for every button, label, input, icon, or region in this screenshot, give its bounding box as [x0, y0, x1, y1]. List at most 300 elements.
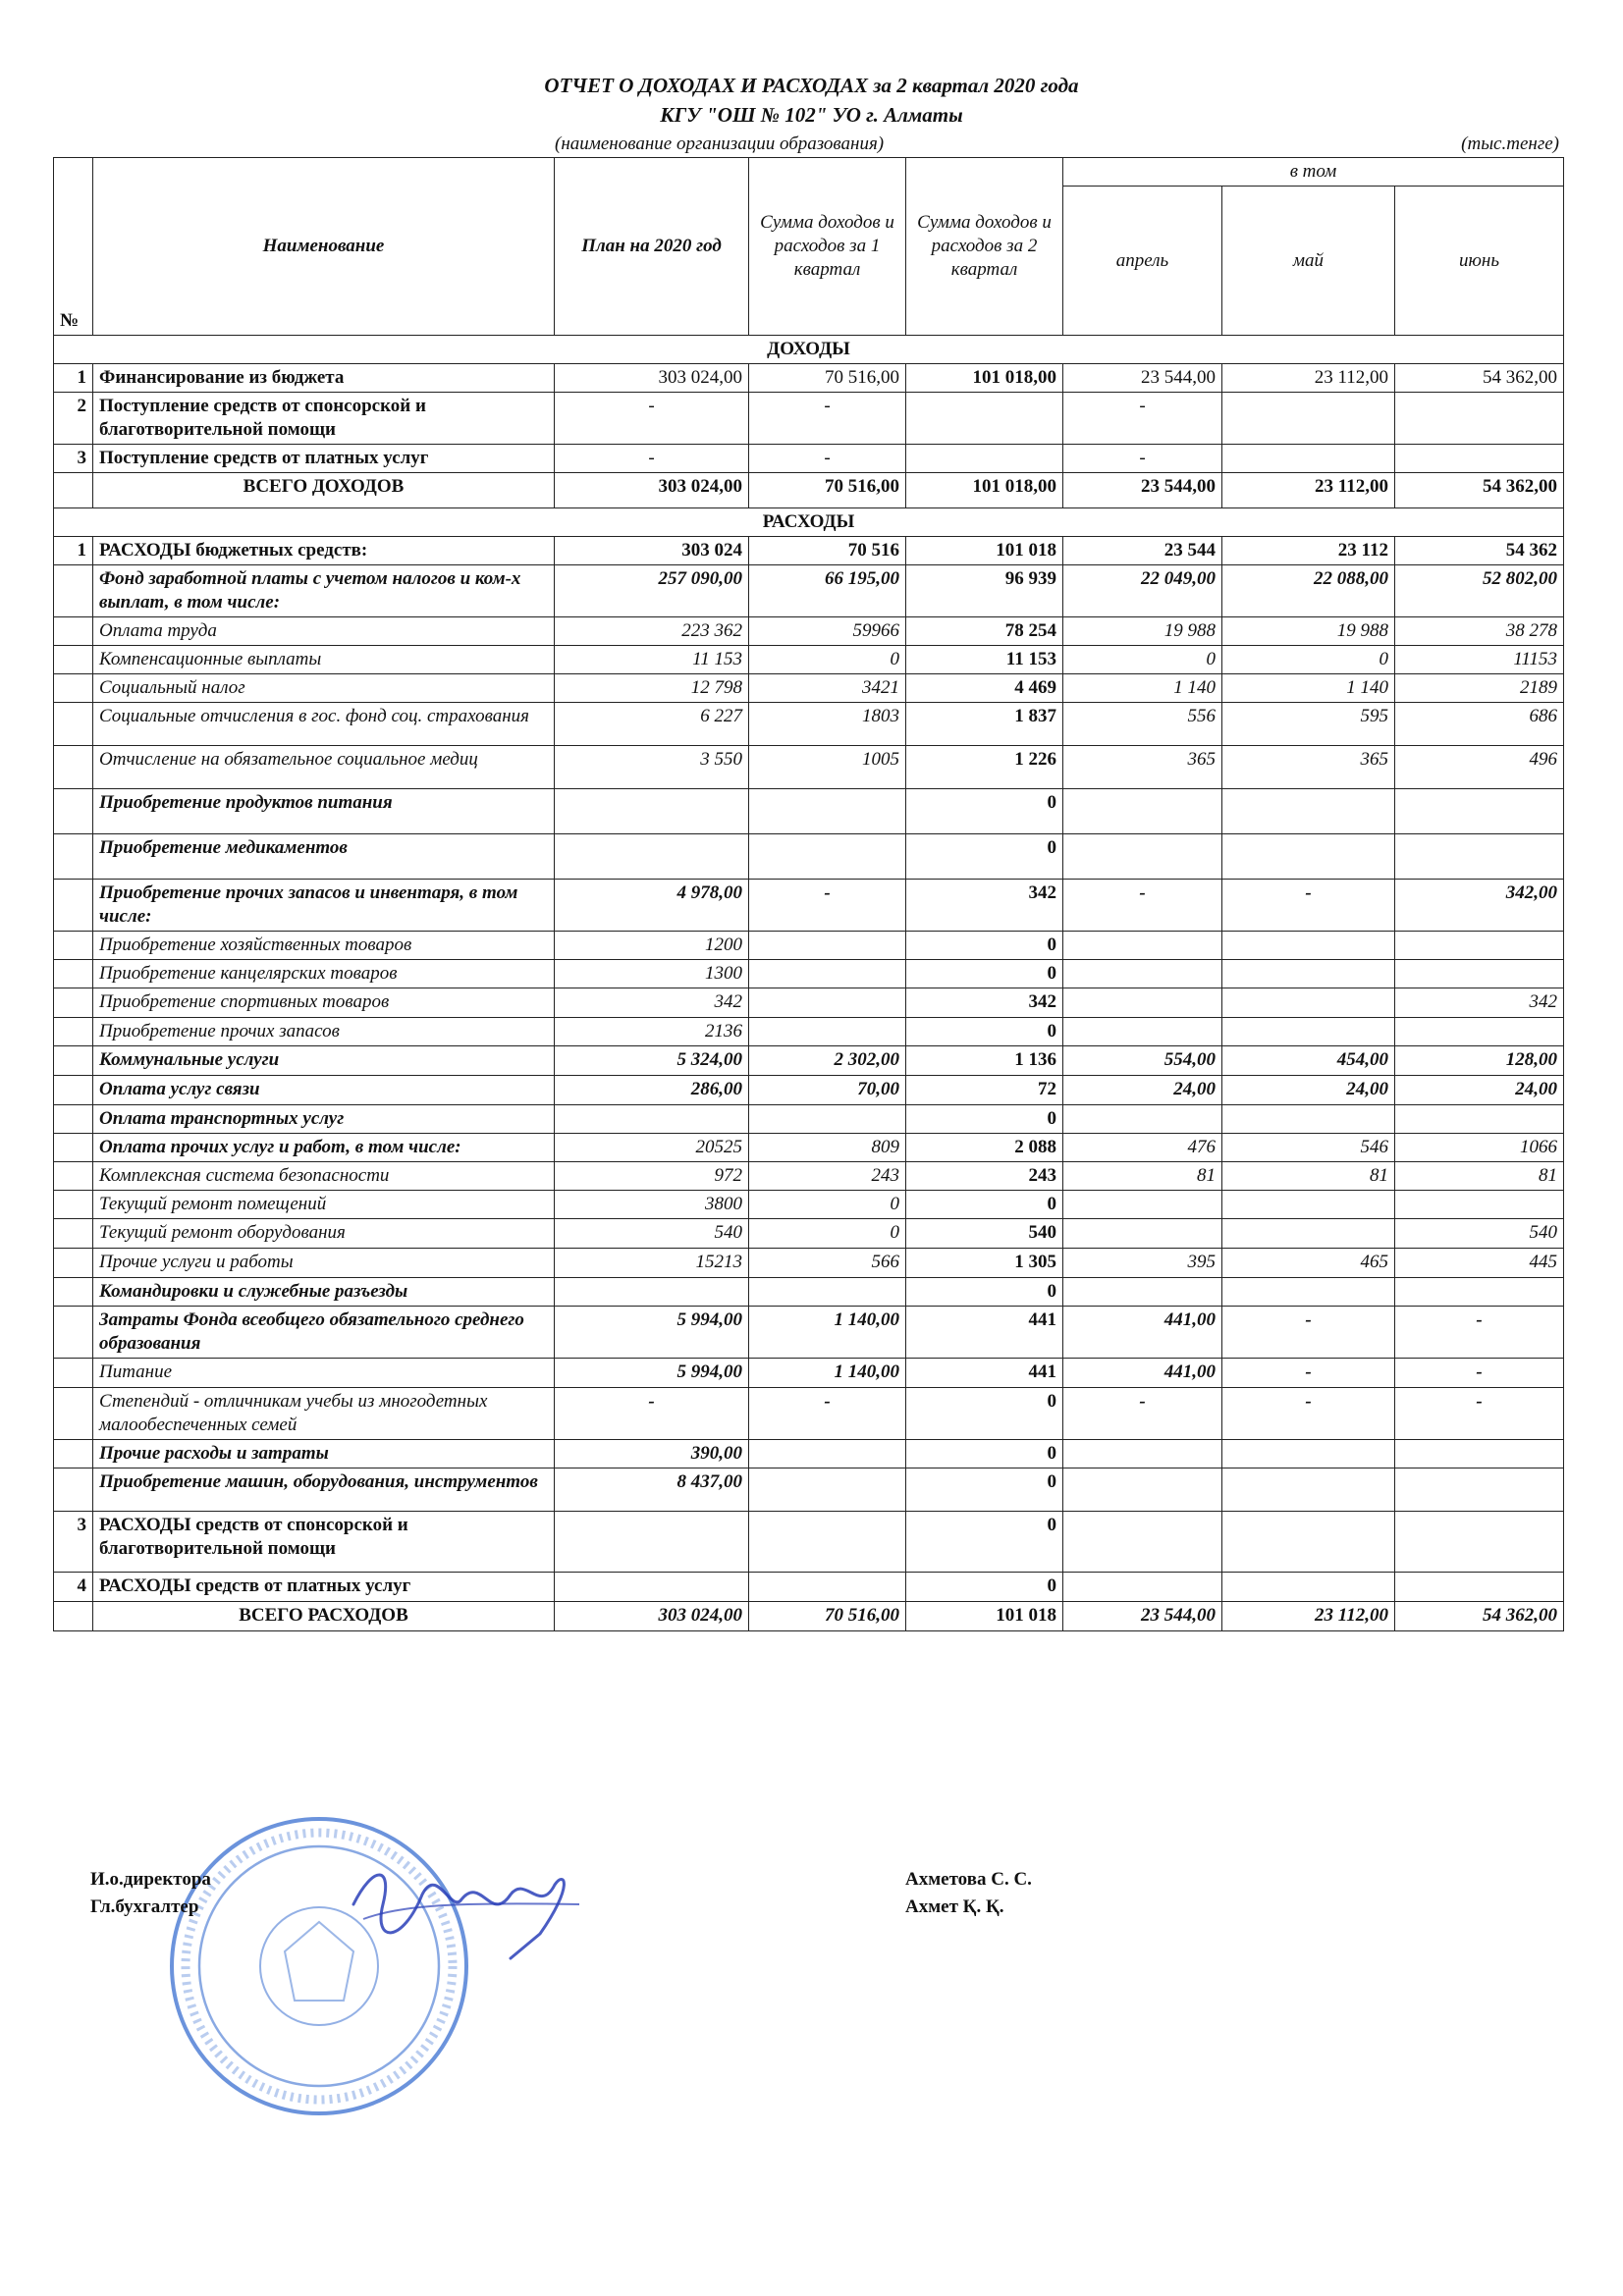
cell-april: 23 544	[1063, 537, 1222, 565]
cell-q2: 0	[906, 1468, 1063, 1512]
cell-may	[1222, 932, 1395, 960]
row-number	[54, 1307, 93, 1359]
cell-may	[1222, 393, 1395, 445]
cell-april: -	[1063, 880, 1222, 932]
cell-april: 23 544,00	[1063, 1602, 1222, 1631]
cell-april: -	[1063, 445, 1222, 473]
cell-may	[1222, 834, 1395, 880]
table-row	[54, 880, 1564, 932]
cell-q2: 1 136	[906, 1046, 1063, 1076]
cell-june: 686	[1395, 703, 1564, 746]
row-number	[54, 1134, 93, 1162]
cell-q1: 1 140,00	[749, 1359, 906, 1388]
cell-may	[1222, 1468, 1395, 1512]
cell-q2: 96 939	[906, 565, 1063, 617]
table-row	[54, 1440, 1564, 1468]
cell-may	[1222, 1219, 1395, 1249]
cell-june: 24,00	[1395, 1076, 1564, 1105]
signatures-block	[90, 1869, 1170, 1924]
cell-may: 81	[1222, 1162, 1395, 1191]
cell-april: 554,00	[1063, 1046, 1222, 1076]
row-name: Финансирование из бюджета	[93, 364, 555, 393]
cell-june: 54 362,00	[1395, 473, 1564, 508]
cell-april: -	[1063, 393, 1222, 445]
cell-q2: 441	[906, 1307, 1063, 1359]
row-number	[54, 1440, 93, 1468]
cell-june	[1395, 1191, 1564, 1219]
cell-q1: 243	[749, 1162, 906, 1191]
row-name: Фонд заработной платы с учетом налогов и ком-х выплат, в том числе:	[93, 565, 555, 617]
cell-q2: 243	[906, 1162, 1063, 1191]
cell-april	[1063, 1219, 1222, 1249]
subtitle-line	[57, 133, 1559, 159]
cell-plan: 390,00	[555, 1440, 749, 1468]
cell-june: 38 278	[1395, 617, 1564, 646]
table-row	[54, 988, 1564, 1018]
cell-may: -	[1222, 1307, 1395, 1359]
cell-q2: 101 018,00	[906, 364, 1063, 393]
cell-q2: 0	[906, 1388, 1063, 1440]
table-row	[54, 1388, 1564, 1440]
table-row	[54, 1278, 1564, 1307]
cell-june	[1395, 789, 1564, 834]
cell-may: 465	[1222, 1249, 1395, 1278]
row-number: 2	[54, 393, 93, 445]
cell-q1	[749, 1468, 906, 1512]
cell-plan	[555, 1105, 749, 1134]
cell-q2: 1 837	[906, 703, 1063, 746]
row-name: Питание	[93, 1359, 555, 1388]
row-name: Оплата услуг связи	[93, 1076, 555, 1105]
cell-q2: 0	[906, 789, 1063, 834]
table-row	[54, 617, 1564, 646]
table-row	[54, 834, 1564, 880]
cell-april	[1063, 1191, 1222, 1219]
cell-april: 81	[1063, 1162, 1222, 1191]
row-name: Прочие услуги и работы	[93, 1249, 555, 1278]
cell-q2: 0	[906, 1512, 1063, 1573]
row-name: Отчисление на обязательное социальное медиц	[93, 746, 555, 789]
cell-q2: 1 305	[906, 1249, 1063, 1278]
cell-june: 496	[1395, 746, 1564, 789]
row-name: РАСХОДЫ бюджетных средств:	[93, 537, 555, 565]
cell-plan: 3800	[555, 1191, 749, 1219]
cell-june: 81	[1395, 1162, 1564, 1191]
row-number	[54, 834, 93, 880]
row-name: Приобретение прочих запасов	[93, 1018, 555, 1046]
cell-june	[1395, 1018, 1564, 1046]
header-june: июнь	[1395, 187, 1564, 336]
header-may: май	[1222, 187, 1395, 336]
cell-may	[1222, 960, 1395, 988]
row-number	[54, 1076, 93, 1105]
cell-plan: 1200	[555, 932, 749, 960]
row-number: 3	[54, 1512, 93, 1573]
row-number	[54, 1359, 93, 1388]
cell-may: 19 988	[1222, 617, 1395, 646]
cell-april	[1063, 1512, 1222, 1573]
row-number	[54, 674, 93, 703]
cell-june: 1066	[1395, 1134, 1564, 1162]
report-table	[53, 157, 1564, 1631]
cell-plan: 342	[555, 988, 749, 1018]
row-name: Оплата прочих услуг и работ, в том числе:	[93, 1134, 555, 1162]
table-row	[54, 1219, 1564, 1249]
cell-plan: 3 550	[555, 746, 749, 789]
row-name: Приобретение медикаментов	[93, 834, 555, 880]
table-row	[54, 364, 1564, 393]
cell-q1: 70 516,00	[749, 1602, 906, 1631]
cell-plan: 1300	[555, 960, 749, 988]
row-name: Социальные отчисления в гос. фонд соц. страхования	[93, 703, 555, 746]
cell-q2: 0	[906, 1278, 1063, 1307]
cell-may	[1222, 1512, 1395, 1573]
cell-q1	[749, 1512, 906, 1573]
cell-q1: 59966	[749, 617, 906, 646]
row-name: Приобретение канцелярских товаров	[93, 960, 555, 988]
table-row	[54, 1134, 1564, 1162]
cell-plan: 20525	[555, 1134, 749, 1162]
cell-q1: 2 302,00	[749, 1046, 906, 1076]
cell-may: -	[1222, 1359, 1395, 1388]
row-number	[54, 988, 93, 1018]
cell-q2: 101 018	[906, 537, 1063, 565]
row-name: Приобретение прочих запасов и инвентаря, в том числе:	[93, 880, 555, 932]
cell-april: 1 140	[1063, 674, 1222, 703]
row-name: Поступление средств от спонсорской и благотворительной помощи	[93, 393, 555, 445]
cell-plan: 303 024,00	[555, 473, 749, 508]
cell-may: 23 112,00	[1222, 364, 1395, 393]
row-name: Текущий ремонт помещений	[93, 1191, 555, 1219]
org-note: (наименование организации образования)	[555, 133, 885, 154]
cell-q2: 2 088	[906, 1134, 1063, 1162]
row-name: Поступление средств от платных услуг	[93, 445, 555, 473]
cell-april	[1063, 1105, 1222, 1134]
cell-q2: 441	[906, 1359, 1063, 1388]
cell-plan: 2136	[555, 1018, 749, 1046]
row-number	[54, 1388, 93, 1440]
cell-q2: 540	[906, 1219, 1063, 1249]
table-row	[54, 1249, 1564, 1278]
row-number	[54, 565, 93, 617]
cell-june	[1395, 932, 1564, 960]
row-name: Приобретение спортивных товаров	[93, 988, 555, 1018]
cell-april	[1063, 1018, 1222, 1046]
cell-june	[1395, 1512, 1564, 1573]
row-number	[54, 473, 93, 508]
cell-q2: 0	[906, 1105, 1063, 1134]
cell-may	[1222, 1440, 1395, 1468]
report-header	[0, 71, 1623, 130]
header-plan: План на 2020 год	[555, 158, 749, 336]
row-name: РАСХОДЫ средств от платных услуг	[93, 1573, 555, 1602]
cell-plan: 5 994,00	[555, 1307, 749, 1359]
report-title: ОТЧЕТ О ДОХОДАХ И РАСХОДАХ за 2 квартал 2020 года	[544, 74, 1079, 97]
row-name: Затраты Фонда всеобщего обязательного среднего образования	[93, 1307, 555, 1359]
cell-june	[1395, 1573, 1564, 1602]
row-number	[54, 880, 93, 932]
cell-plan	[555, 834, 749, 880]
table-row	[54, 1076, 1564, 1105]
cell-may	[1222, 988, 1395, 1018]
cell-plan: 303 024,00	[555, 364, 749, 393]
cell-q1: 566	[749, 1249, 906, 1278]
table-row	[54, 960, 1564, 988]
row-number	[54, 1105, 93, 1134]
cell-q2: 0	[906, 960, 1063, 988]
table-row	[54, 1162, 1564, 1191]
cell-april: -	[1063, 1388, 1222, 1440]
cell-q1: 0	[749, 646, 906, 674]
row-number	[54, 789, 93, 834]
row-number	[54, 1602, 93, 1631]
row-name: Оплата труда	[93, 617, 555, 646]
cell-q1: 1 140,00	[749, 1307, 906, 1359]
cell-q1: 809	[749, 1134, 906, 1162]
table-row	[54, 1512, 1564, 1573]
cell-q1: 1005	[749, 746, 906, 789]
cell-plan: 223 362	[555, 617, 749, 646]
row-name: Приобретение машин, оборудования, инструментов	[93, 1468, 555, 1512]
cell-june: -	[1395, 1307, 1564, 1359]
cell-q2	[906, 445, 1063, 473]
cell-june	[1395, 1278, 1564, 1307]
table-row	[54, 1046, 1564, 1076]
table-row	[54, 473, 1564, 508]
cell-plan: -	[555, 445, 749, 473]
table-row	[54, 565, 1564, 617]
cell-q2: 0	[906, 1573, 1063, 1602]
row-name: Командировки и служебные разъезды	[93, 1278, 555, 1307]
cell-may	[1222, 445, 1395, 473]
cell-june	[1395, 1105, 1564, 1134]
row-name: РАСХОДЫ средств от спонсорской и благотворительной помощи	[93, 1512, 555, 1573]
table-row	[54, 1359, 1564, 1388]
row-name: Прочие расходы и затраты	[93, 1440, 555, 1468]
signature-role-accountant: Гл.бухгалтер	[90, 1896, 199, 1917]
table-row	[54, 537, 1564, 565]
cell-may	[1222, 1278, 1395, 1307]
row-number	[54, 1468, 93, 1512]
cell-may	[1222, 1018, 1395, 1046]
cell-q1	[749, 988, 906, 1018]
cell-q1: 66 195,00	[749, 565, 906, 617]
cell-q1: -	[749, 880, 906, 932]
row-number	[54, 960, 93, 988]
cell-q1	[749, 1440, 906, 1468]
header-q2: Сумма доходов и расходов за 2 квартал	[906, 158, 1063, 336]
row-number	[54, 703, 93, 746]
cell-q2: 0	[906, 1191, 1063, 1219]
row-name: Социальный налог	[93, 674, 555, 703]
cell-june	[1395, 1468, 1564, 1512]
cell-may	[1222, 789, 1395, 834]
row-name: Приобретение продуктов питания	[93, 789, 555, 834]
cell-june: 2189	[1395, 674, 1564, 703]
cell-q2: 4 469	[906, 674, 1063, 703]
table-row	[54, 1191, 1564, 1219]
cell-q1: 3421	[749, 674, 906, 703]
cell-april: 556	[1063, 703, 1222, 746]
cell-q2: 0	[906, 834, 1063, 880]
cell-plan: 5 994,00	[555, 1359, 749, 1388]
cell-may: 595	[1222, 703, 1395, 746]
row-number	[54, 1249, 93, 1278]
cell-may: 24,00	[1222, 1076, 1395, 1105]
cell-may: 365	[1222, 746, 1395, 789]
cell-q2: 0	[906, 1440, 1063, 1468]
cell-q2	[906, 393, 1063, 445]
row-number	[54, 746, 93, 789]
cell-plan: 540	[555, 1219, 749, 1249]
cell-june: 540	[1395, 1219, 1564, 1249]
signature-role-director: И.о.директора	[90, 1869, 211, 1890]
row-name: Оплата транспортных услуг	[93, 1105, 555, 1134]
cell-june: 342	[1395, 988, 1564, 1018]
signature-name-accountant: Ахмет Қ. Қ.	[905, 1896, 1004, 1917]
header-q1: Сумма доходов и расходов за 1 квартал	[749, 158, 906, 336]
cell-may: 23 112	[1222, 537, 1395, 565]
cell-plan: 4 978,00	[555, 880, 749, 932]
cell-april: 23 544,00	[1063, 364, 1222, 393]
row-number	[54, 1162, 93, 1191]
table-row	[54, 1602, 1564, 1631]
cell-plan: 5 324,00	[555, 1046, 749, 1076]
cell-may	[1222, 1191, 1395, 1219]
table-row	[54, 703, 1564, 746]
cell-plan: -	[555, 393, 749, 445]
cell-q1: 70,00	[749, 1076, 906, 1105]
row-name: Коммунальные услуги	[93, 1046, 555, 1076]
row-number	[54, 1046, 93, 1076]
cell-june: 11153	[1395, 646, 1564, 674]
cell-plan: 303 024,00	[555, 1602, 749, 1631]
table-row	[54, 445, 1564, 473]
cell-april	[1063, 1468, 1222, 1512]
cell-june: 128,00	[1395, 1046, 1564, 1076]
cell-april	[1063, 834, 1222, 880]
table-row	[54, 646, 1564, 674]
cell-april	[1063, 1278, 1222, 1307]
cell-april: 441,00	[1063, 1307, 1222, 1359]
cell-plan	[555, 1573, 749, 1602]
cell-april: 441,00	[1063, 1359, 1222, 1388]
cell-plan: 286,00	[555, 1076, 749, 1105]
cell-april	[1063, 932, 1222, 960]
cell-june	[1395, 960, 1564, 988]
cell-may: -	[1222, 1388, 1395, 1440]
row-number: 3	[54, 445, 93, 473]
cell-plan	[555, 1512, 749, 1573]
cell-q2: 0	[906, 932, 1063, 960]
cell-june: 54 362,00	[1395, 364, 1564, 393]
cell-june	[1395, 1440, 1564, 1468]
table-row	[54, 1307, 1564, 1359]
cell-q1: 0	[749, 1191, 906, 1219]
cell-plan: 11 153	[555, 646, 749, 674]
row-number	[54, 617, 93, 646]
cell-april	[1063, 789, 1222, 834]
table-row	[54, 1573, 1564, 1602]
official-stamp	[157, 1804, 481, 2128]
organization-title: КГУ "ОШ № 102" УО г. Алматы	[660, 103, 963, 127]
table-row	[54, 746, 1564, 789]
header-april: апрель	[1063, 187, 1222, 336]
cell-q1	[749, 834, 906, 880]
cell-april: 24,00	[1063, 1076, 1222, 1105]
row-number: 1	[54, 364, 93, 393]
row-name: Текущий ремонт оборудования	[93, 1219, 555, 1249]
row-number	[54, 932, 93, 960]
cell-april: 19 988	[1063, 617, 1222, 646]
cell-plan: 257 090,00	[555, 565, 749, 617]
cell-q2: 0	[906, 1018, 1063, 1046]
cell-june: 54 362	[1395, 537, 1564, 565]
cell-q2: 1 226	[906, 746, 1063, 789]
cell-april: 365	[1063, 746, 1222, 789]
row-number	[54, 1219, 93, 1249]
cell-may: 23 112,00	[1222, 1602, 1395, 1631]
cell-may	[1222, 1573, 1395, 1602]
header-group: в том	[1063, 158, 1564, 187]
cell-june: -	[1395, 1388, 1564, 1440]
section-income: ДОХОДЫ	[54, 336, 1564, 364]
header-name: Наименование	[93, 158, 555, 336]
cell-may	[1222, 1105, 1395, 1134]
table-row	[54, 789, 1564, 834]
row-name: Компенсационные выплаты	[93, 646, 555, 674]
cell-q1	[749, 1278, 906, 1307]
cell-may: -	[1222, 880, 1395, 932]
cell-plan	[555, 1278, 749, 1307]
cell-june	[1395, 393, 1564, 445]
cell-june: 54 362,00	[1395, 1602, 1564, 1631]
header-no: №	[54, 158, 93, 336]
cell-june: 52 802,00	[1395, 565, 1564, 617]
cell-april: 476	[1063, 1134, 1222, 1162]
cell-q2: 72	[906, 1076, 1063, 1105]
cell-q1: -	[749, 445, 906, 473]
table-row	[54, 393, 1564, 445]
cell-april	[1063, 960, 1222, 988]
row-number: 4	[54, 1573, 93, 1602]
cell-q1	[749, 1573, 906, 1602]
signature-name-director: Ахметова С. С.	[905, 1869, 1032, 1890]
cell-june	[1395, 834, 1564, 880]
cell-april	[1063, 1573, 1222, 1602]
row-number	[54, 646, 93, 674]
cell-plan: -	[555, 1388, 749, 1440]
cell-q1: 1803	[749, 703, 906, 746]
cell-april: 22 049,00	[1063, 565, 1222, 617]
cell-plan: 15213	[555, 1249, 749, 1278]
cell-q1: -	[749, 1388, 906, 1440]
row-number	[54, 1018, 93, 1046]
table-row	[54, 1018, 1564, 1046]
cell-q1: -	[749, 393, 906, 445]
row-name: Комплексная система безопасности	[93, 1162, 555, 1191]
cell-plan: 6 227	[555, 703, 749, 746]
cell-q2: 11 153	[906, 646, 1063, 674]
cell-may: 0	[1222, 646, 1395, 674]
cell-q2: 78 254	[906, 617, 1063, 646]
cell-q1	[749, 960, 906, 988]
row-number	[54, 1191, 93, 1219]
row-name: Приобретение хозяйственных товаров	[93, 932, 555, 960]
cell-q1	[749, 1105, 906, 1134]
cell-april	[1063, 1440, 1222, 1468]
cell-april	[1063, 988, 1222, 1018]
